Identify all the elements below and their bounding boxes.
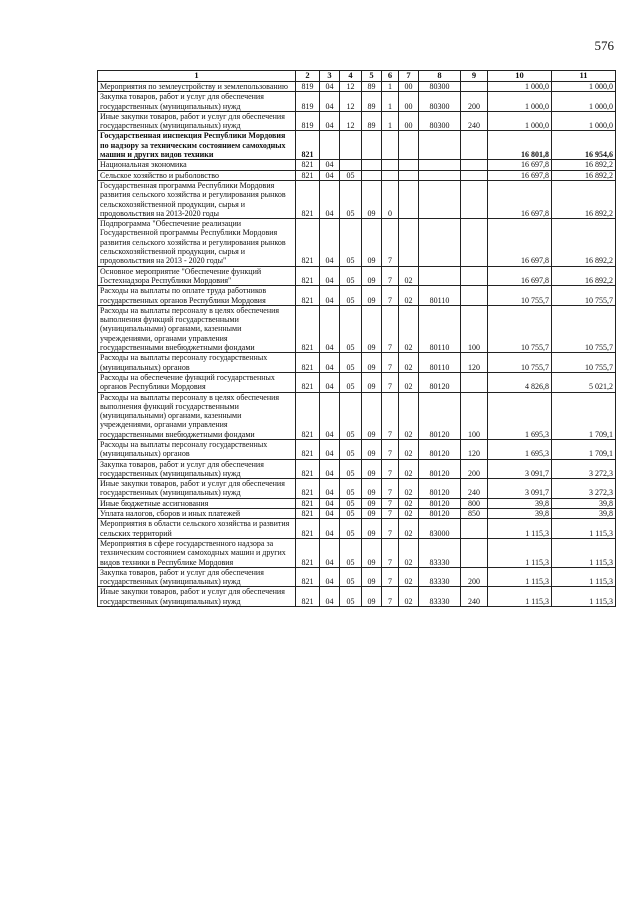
subprogram-cell: 7 [382,567,399,587]
program-cell: 09 [362,439,382,459]
table-row [98,509,616,519]
amount-year-2-cell: 1 709,1 [552,392,616,439]
program-cell: 09 [362,180,382,218]
row-name-cell: Иные закупки товаров, работ и услуг для обеспечения государственных (муниципальных) нужд [98,479,296,499]
expense-type-cell [461,519,488,539]
subsection-cell: 05 [340,479,362,499]
subsection-cell: 05 [340,372,362,392]
direction-cell: 80120 [419,509,461,519]
amount-year-2-cell: 16 892,2 [552,219,616,266]
amount-year-1-cell: 16 801,8 [488,131,552,160]
department-code-cell: 821 [296,498,320,508]
table-row [98,160,616,170]
direction-cell: 83330 [419,567,461,587]
section-cell: 04 [320,266,340,286]
table-row [98,180,616,218]
expense-type-cell: 240 [461,479,488,499]
page-number: 576 [594,38,614,53]
amount-year-1-cell: 16 697,8 [488,266,552,286]
column-header: 5 [362,71,382,82]
direction-cell: 80120 [419,479,461,499]
direction-cell: 83330 [419,587,461,607]
row-name-cell: Расходы на выплаты персоналу государственных (муниципальных) органов [98,439,296,459]
program-cell: 09 [362,519,382,539]
table-body [98,82,616,607]
table-row [98,498,616,508]
expense-type-cell [461,372,488,392]
department-code-cell: 821 [296,392,320,439]
row-name-cell: Основное мероприятие "Обеспечение функций Гостехнадзора Республики Мордовия" [98,266,296,286]
amount-year-2-cell: 3 272,3 [552,459,616,479]
activity-cell: 00 [399,111,419,131]
expense-type-cell: 240 [461,111,488,131]
program-cell: 09 [362,219,382,266]
amount-year-2-cell: 1 000,0 [552,111,616,131]
activity-cell: 02 [399,567,419,587]
program-cell: 09 [362,459,382,479]
subprogram-cell [382,170,399,180]
amount-year-1-cell: 3 091,7 [488,479,552,499]
table-row [98,131,616,160]
department-code-cell: 821 [296,439,320,459]
row-name-cell: Мероприятия по землеустройству и землепользованию [98,82,296,92]
amount-year-2-cell: 16 892,2 [552,180,616,218]
amount-year-1-cell: 10 755,7 [488,286,552,306]
amount-year-1-cell: 16 697,8 [488,160,552,170]
amount-year-2-cell: 39,8 [552,509,616,519]
subprogram-cell: 7 [382,392,399,439]
row-name-cell: Подпрограмма "Обеспечение реализации Государственной программы Республики Мордовия развития сельского хозяйства и регулирования рынков сельскохозяйственной продукции, сырья и продовольствия на 2013 - 2020 годы" [98,219,296,266]
amount-year-1-cell: 16 697,8 [488,180,552,218]
subsection-cell: 05 [340,509,362,519]
table-row [98,111,616,131]
amount-year-2-cell: 3 272,3 [552,479,616,499]
amount-year-2-cell: 1 000,0 [552,92,616,112]
expense-type-cell [461,131,488,160]
subprogram-cell: 1 [382,92,399,112]
row-name-cell: Сельское хозяйство и рыболовство [98,170,296,180]
table-row [98,170,616,180]
department-code-cell: 821 [296,459,320,479]
amount-year-1-cell: 1 000,0 [488,111,552,131]
amount-year-1-cell: 1 115,3 [488,567,552,587]
amount-year-2-cell: 10 755,7 [552,353,616,373]
direction-cell: 80300 [419,111,461,131]
subsection-cell: 12 [340,92,362,112]
direction-cell [419,180,461,218]
row-name-cell: Иные бюджетные ассигнования [98,498,296,508]
activity-cell [399,219,419,266]
column-header: 10 [488,71,552,82]
subprogram-cell: 7 [382,479,399,499]
program-cell: 89 [362,111,382,131]
program-cell: 09 [362,372,382,392]
subprogram-cell: 7 [382,519,399,539]
section-cell: 04 [320,567,340,587]
activity-cell [399,180,419,218]
expense-type-cell [461,160,488,170]
section-cell: 04 [320,479,340,499]
section-cell: 04 [320,459,340,479]
activity-cell: 02 [399,353,419,373]
section-cell: 04 [320,286,340,306]
amount-year-1-cell: 39,8 [488,509,552,519]
program-cell: 09 [362,353,382,373]
section-cell: 04 [320,180,340,218]
amount-year-2-cell: 1 115,3 [552,587,616,607]
subsection-cell: 05 [340,305,362,352]
amount-year-1-cell: 1 115,3 [488,519,552,539]
column-header: 7 [399,71,419,82]
expense-type-cell: 200 [461,92,488,112]
activity-cell: 02 [399,372,419,392]
activity-cell: 02 [399,392,419,439]
column-header: 4 [340,71,362,82]
table-row [98,286,616,306]
department-code-cell: 821 [296,266,320,286]
department-code-cell: 821 [296,372,320,392]
direction-cell: 80110 [419,286,461,306]
direction-cell: 80120 [419,439,461,459]
subprogram-cell: 7 [382,266,399,286]
subsection-cell: 12 [340,111,362,131]
subsection-cell [340,160,362,170]
subsection-cell: 12 [340,82,362,92]
activity-cell: 02 [399,439,419,459]
subsection-cell: 05 [340,587,362,607]
subsection-cell: 05 [340,519,362,539]
subsection-cell: 05 [340,180,362,218]
column-header: 11 [552,71,616,82]
subprogram-cell: 7 [382,538,399,567]
program-cell: 09 [362,587,382,607]
section-cell: 04 [320,170,340,180]
subprogram-cell: 7 [382,353,399,373]
program-cell: 09 [362,286,382,306]
department-code-cell: 821 [296,131,320,160]
amount-year-1-cell: 39,8 [488,498,552,508]
direction-cell: 80120 [419,498,461,508]
amount-year-1-cell: 3 091,7 [488,459,552,479]
direction-cell [419,160,461,170]
header-row [98,71,616,82]
table-row [98,459,616,479]
table-row [98,219,616,266]
table-row [98,266,616,286]
activity-cell [399,160,419,170]
subprogram-cell: 7 [382,587,399,607]
subsection-cell: 05 [340,353,362,373]
expense-type-cell: 850 [461,509,488,519]
section-cell: 04 [320,509,340,519]
program-cell: 09 [362,305,382,352]
activity-cell: 02 [399,498,419,508]
table-row [98,538,616,567]
amount-year-1-cell: 1 115,3 [488,538,552,567]
expense-type-cell: 120 [461,353,488,373]
department-code-cell: 821 [296,180,320,218]
activity-cell: 02 [399,538,419,567]
subsection-cell: 05 [340,439,362,459]
amount-year-1-cell: 16 697,8 [488,170,552,180]
table-row [98,305,616,352]
department-code-cell: 821 [296,519,320,539]
activity-cell: 02 [399,509,419,519]
subprogram-cell: 1 [382,111,399,131]
program-cell: 09 [362,509,382,519]
section-cell: 04 [320,219,340,266]
row-name-cell: Уплата налогов, сборов и иных платежей [98,509,296,519]
table-row [98,479,616,499]
subsection-cell: 05 [340,567,362,587]
subsection-cell: 05 [340,538,362,567]
amount-year-2-cell: 1 709,1 [552,439,616,459]
column-header: 2 [296,71,320,82]
amount-year-2-cell: 1 000,0 [552,82,616,92]
amount-year-2-cell: 1 115,3 [552,519,616,539]
expense-type-cell: 100 [461,392,488,439]
column-header: 3 [320,71,340,82]
direction-cell: 80120 [419,459,461,479]
row-name-cell: Иные закупки товаров, работ и услуг для обеспечения государственных (муниципальных) нужд [98,111,296,131]
activity-cell: 02 [399,286,419,306]
expense-type-cell: 100 [461,305,488,352]
direction-cell [419,219,461,266]
program-cell: 89 [362,92,382,112]
row-name-cell: Государственная инспекция Республики Мордовия по надзору за техническим состоянием самоходных машин и других видов техники [98,131,296,160]
subprogram-cell: 7 [382,372,399,392]
row-name-cell: Мероприятия в сфере государственного надзора за техническим состоянием самоходных машин и других видов техники в Республике Мордовия [98,538,296,567]
department-code-cell: 819 [296,82,320,92]
program-cell: 09 [362,538,382,567]
department-code-cell: 821 [296,305,320,352]
expense-type-cell [461,82,488,92]
direction-cell [419,131,461,160]
program-cell: 09 [362,498,382,508]
activity-cell: 02 [399,479,419,499]
department-code-cell: 821 [296,509,320,519]
row-name-cell: Расходы на выплаты персоналу в целях обеспечения выполнения функций государственными (муниципальными) органами, казенными учреждениями, органами управления государственными внебюджетными фондами [98,305,296,352]
section-cell [320,131,340,160]
activity-cell: 02 [399,519,419,539]
direction-cell: 83000 [419,519,461,539]
amount-year-1-cell: 1 695,3 [488,392,552,439]
table-row [98,353,616,373]
row-name-cell: Закупка товаров, работ и услуг для обеспечения государственных (муниципальных) нужд [98,459,296,479]
section-cell: 04 [320,372,340,392]
activity-cell: 00 [399,82,419,92]
amount-year-2-cell: 5 021,2 [552,372,616,392]
section-cell: 04 [320,305,340,352]
section-cell: 04 [320,160,340,170]
subprogram-cell: 7 [382,459,399,479]
table-row [98,82,616,92]
expense-type-cell [461,266,488,286]
amount-year-1-cell: 1 115,3 [488,587,552,607]
amount-year-2-cell: 16 892,2 [552,160,616,170]
table-row [98,372,616,392]
department-code-cell: 821 [296,219,320,266]
subsection-cell: 05 [340,266,362,286]
direction-cell [419,266,461,286]
amount-year-2-cell: 10 755,7 [552,286,616,306]
row-name-cell: Государственная программа Республики Мордовия развития сельского хозяйства и регулирования рынков сельскохозяйственной продукции, сырья и продовольствия на 2013-2020 годы [98,180,296,218]
column-header: 8 [419,71,461,82]
amount-year-2-cell: 16 892,2 [552,170,616,180]
subprogram-cell: 7 [382,439,399,459]
subsection-cell: 05 [340,170,362,180]
department-code-cell: 819 [296,92,320,112]
row-name-cell: Иные закупки товаров, работ и услуг для обеспечения государственных (муниципальных) нужд [98,587,296,607]
amount-year-2-cell: 16 954,6 [552,131,616,160]
direction-cell: 80110 [419,305,461,352]
program-cell [362,170,382,180]
amount-year-2-cell: 1 115,3 [552,567,616,587]
expense-type-cell [461,286,488,306]
subprogram-cell: 7 [382,286,399,306]
amount-year-2-cell: 39,8 [552,498,616,508]
section-cell: 04 [320,519,340,539]
section-cell: 04 [320,92,340,112]
column-header: 6 [382,71,399,82]
direction-cell: 80110 [419,353,461,373]
activity-cell: 02 [399,266,419,286]
activity-cell [399,131,419,160]
direction-cell: 80300 [419,92,461,112]
expense-type-cell: 800 [461,498,488,508]
activity-cell: 02 [399,459,419,479]
row-name-cell: Национальная экономика [98,160,296,170]
department-code-cell: 821 [296,353,320,373]
amount-year-1-cell: 1 000,0 [488,82,552,92]
department-code-cell: 821 [296,160,320,170]
expense-type-cell: 240 [461,587,488,607]
activity-cell: 02 [399,587,419,607]
program-cell [362,160,382,170]
amount-year-1-cell: 4 826,8 [488,372,552,392]
department-code-cell: 821 [296,538,320,567]
table-row [98,439,616,459]
direction-cell: 83330 [419,538,461,567]
budget-table [97,70,616,607]
table-row [98,519,616,539]
subprogram-cell [382,131,399,160]
expense-type-cell [461,219,488,266]
row-name-cell: Расходы на обеспечение функций государственных органов Республики Мордовия [98,372,296,392]
department-code-cell: 819 [296,111,320,131]
expense-type-cell [461,538,488,567]
activity-cell: 02 [399,305,419,352]
row-name-cell: Расходы на выплаты по оплате труда работников государственных органов Республики Мордовия [98,286,296,306]
expense-type-cell: 200 [461,459,488,479]
subsection-cell: 05 [340,498,362,508]
subsection-cell: 05 [340,219,362,266]
section-cell: 04 [320,111,340,131]
amount-year-1-cell: 1 000,0 [488,92,552,112]
subprogram-cell: 7 [382,498,399,508]
section-cell: 04 [320,587,340,607]
section-cell: 04 [320,82,340,92]
department-code-cell: 821 [296,567,320,587]
amount-year-2-cell: 10 755,7 [552,305,616,352]
row-name-cell: Расходы на выплаты персоналу в целях обеспечения выполнения функций государственными (муниципальными) органами, казенными учреждениями, органами управления государственными внебюджетными фондами [98,392,296,439]
amount-year-1-cell: 1 695,3 [488,439,552,459]
row-name-cell: Закупка товаров, работ и услуг для обеспечения государственных (муниципальных) нужд [98,567,296,587]
row-name-cell: Расходы на выплаты персоналу государственных (муниципальных) органов [98,353,296,373]
section-cell: 04 [320,392,340,439]
expense-type-cell [461,170,488,180]
section-cell: 04 [320,353,340,373]
direction-cell: 80300 [419,82,461,92]
amount-year-2-cell: 16 892,2 [552,266,616,286]
amount-year-1-cell: 16 697,8 [488,219,552,266]
table-row [98,92,616,112]
expense-type-cell [461,180,488,218]
department-code-cell: 821 [296,170,320,180]
department-code-cell: 821 [296,286,320,306]
program-cell: 89 [362,82,382,92]
amount-year-1-cell: 10 755,7 [488,305,552,352]
subsection-cell [340,131,362,160]
section-cell: 04 [320,498,340,508]
program-cell: 09 [362,567,382,587]
table-row [98,392,616,439]
direction-cell: 80120 [419,392,461,439]
program-cell: 09 [362,479,382,499]
table-row [98,567,616,587]
column-header: 1 [98,71,296,82]
subprogram-cell: 7 [382,305,399,352]
subprogram-cell [382,160,399,170]
direction-cell: 80120 [419,372,461,392]
subprogram-cell: 1 [382,82,399,92]
subprogram-cell: 7 [382,219,399,266]
program-cell [362,131,382,160]
program-cell: 09 [362,392,382,439]
subprogram-cell: 0 [382,180,399,218]
column-header: 9 [461,71,488,82]
subsection-cell: 05 [340,286,362,306]
subsection-cell: 05 [340,392,362,439]
subprogram-cell: 7 [382,509,399,519]
section-cell: 04 [320,538,340,567]
department-code-cell: 821 [296,587,320,607]
direction-cell [419,170,461,180]
amount-year-2-cell: 1 115,3 [552,538,616,567]
amount-year-1-cell: 10 755,7 [488,353,552,373]
program-cell: 09 [362,266,382,286]
department-code-cell: 821 [296,479,320,499]
row-name-cell: Закупка товаров, работ и услуг для обеспечения государственных (муниципальных) нужд [98,92,296,112]
activity-cell: 00 [399,92,419,112]
expense-type-cell: 200 [461,567,488,587]
row-name-cell: Мероприятия в области сельского хозяйства и развития сельских территорий [98,519,296,539]
activity-cell [399,170,419,180]
section-cell: 04 [320,439,340,459]
table-row [98,587,616,607]
expense-type-cell: 120 [461,439,488,459]
subsection-cell: 05 [340,459,362,479]
